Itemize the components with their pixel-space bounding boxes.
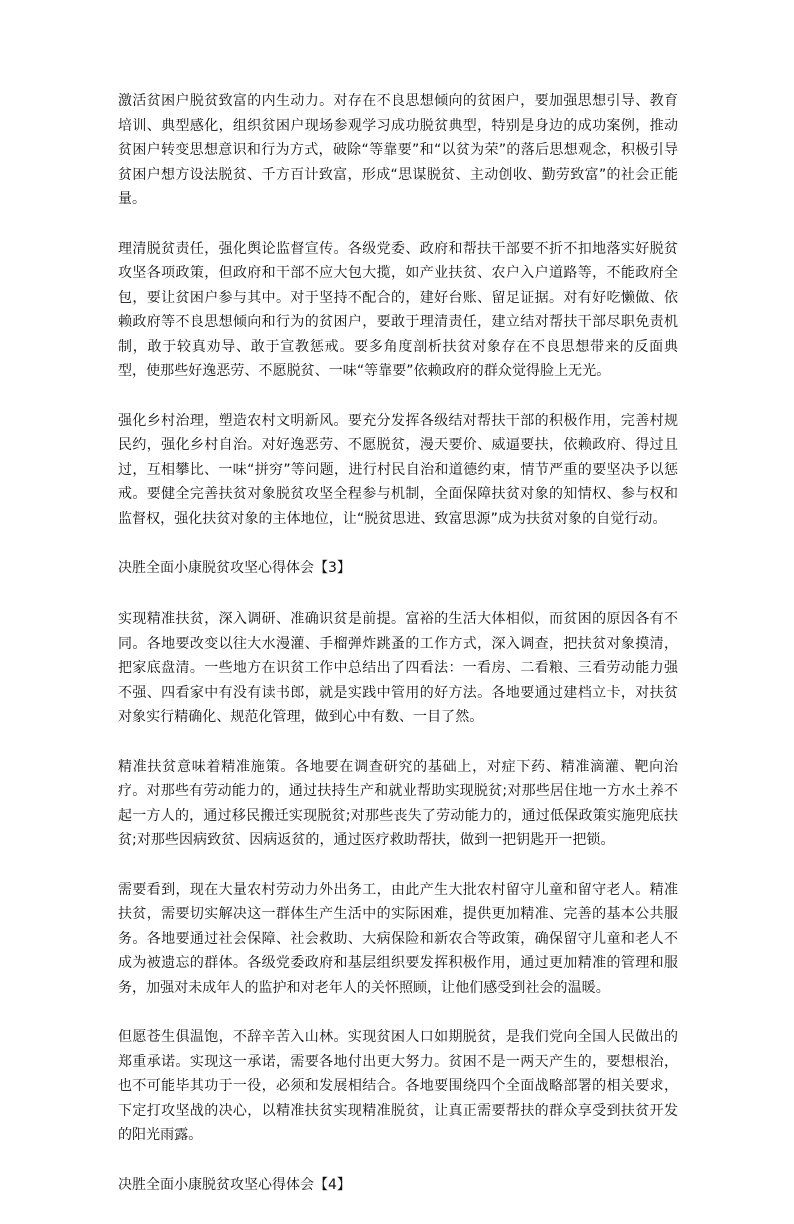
paragraph-responsibility: 理清脱贫责任，强化舆论监督宣传。各级党委、政府和帮扶干部要不折不扣地落实好脱贫攻坚各项政策，但政府和干部不应大包大揽，如产业扶贫、农户入户道路等，不能政府全包，要让贫困户参与其中。对于坚持不配合的，建好台账、留足证据。对有好吃懒做、依赖政府等不良思想倾向和行为的贫困户，要敢于理清责任，建立结对帮扶干部尽职免责机制，敢于较真劝导、敢于宣教惩戒。要多角度剖析扶贫对象存在不良思想带来的反面典型，使那些好逸恶劳、不愿脱贫、一味“等靠要”依赖政府的群众觉得脸上无光。 <box>118 240 678 379</box>
section-heading-3: 决胜全面小康脱贫攻坚心得体会【3】 <box>118 560 351 576</box>
paragraph-commitment: 但愿苍生俱温饱，不辞辛苦入山林。实现贫困人口如期脱贫，是我们党向全国人民做出的郑重承诺。实现这一承诺，需要各地付出更大努力。贫困不是一两天产生的，要想根治，也不可能毕其功于一役，必须和发展相结合。各地要围绕四个全面战略部署的相关要求，下定打攻坚战的决心，以精准扶贫实现精准脱贫，让真正需要帮扶的群众享受到扶贫开发的阳光雨露。 <box>118 1029 678 1143</box>
section-heading-4: 决胜全面小康脱贫攻坚心得体会【4】 <box>118 1176 351 1193</box>
paragraph-motivation: 激活贫困户脱贫致富的内生动力。对存在不良思想倾向的贫困户，要加强思想引导、教育培训、典型感化，组织贫困户现场参观学习成功脱贫典型，特别是身边的成功案例，推动贫困户转变思想意识和行为方式，破除“等靠要”和“以贫为荣”的落后思想观念，积极引导贫困户想方设法脱贫、千方百计致富，形成“思谋脱贫、主动创收、勤劳致富”的社会正能量。 <box>118 93 678 207</box>
document-page <box>118 89 678 1224</box>
paragraph-governance: 强化乡村治理，塑造农村文明新风。要充分发挥各级结对帮扶干部的积极作用，完善村规民约，强化乡村自治。对好逸恶劳、不愿脱贫，漫天要价、威逼要扶，依赖政府、得过且过，互相攀比、一味“拼穷”等问题，进行村民自治和道德约束，情节严重的要坚决予以惩戒。要健全完善扶贫对象脱贫攻坚全程参与机制，全面保障扶贫对象的知情权、参与权和监督权，强化扶贫对象的主体地位，让“脱贫思进、致富思源”成为扶贫对象的自觉行动。 <box>118 412 678 527</box>
paragraph-identification: 实现精准扶贫，深入调研、准确识贫是前提。富裕的生活大体相似，而贫困的原因各有不同。各地要改变以往大水漫灌、手榴弹炸跳蚤的工作方式，深入调查，把扶贫对象摸清，把家底盘清。一些地方在识贫工作中总结出了四看法：一看房、二看粮、三看劳动能力强不强、四看家中有没有读书郎，就是实践中管用的好方法。各地要通过建档立卡，对扶贫对象实行精确化、规范化管理，做到心中有数、一目了然。 <box>118 611 678 725</box>
paragraph-targeted-policy: 精准扶贫意味着精准施策。各地要在调查研究的基础上，对症下药、精准滴灌、靶向治疗。对那些有劳动能力的，通过扶持生产和就业帮助实现脱贫;对那些居住地一方水土养不起一方人的，通过移民搬迁实现脱贫;对那些丧失了劳动能力的，通过低保政策实施兜底扶贫;对那些因病致贫、因病返贫的，通过医疗救助帮扶，做到一把钥匙开一把锁。 <box>118 758 678 848</box>
paragraph-left-behind: 需要看到，现在大量农村劳动力外出务工，由此产生大批农村留守儿童和留守老人。精准扶贫，需要切实解决这一群体生产生活中的实际困难，提供更加精准、完善的基本公共服务。各地要通过社会保障、社会救助、大病保险和新农合等政策，确保留守儿童和老人不成为被遗忘的群体。各级党委政府和基层组织要发挥积极作用，通过更加精准的管理和服务，加强对未成年人的监护和对老年人的关怀照顾，让他们感受到社会的温暖。 <box>118 881 678 996</box>
